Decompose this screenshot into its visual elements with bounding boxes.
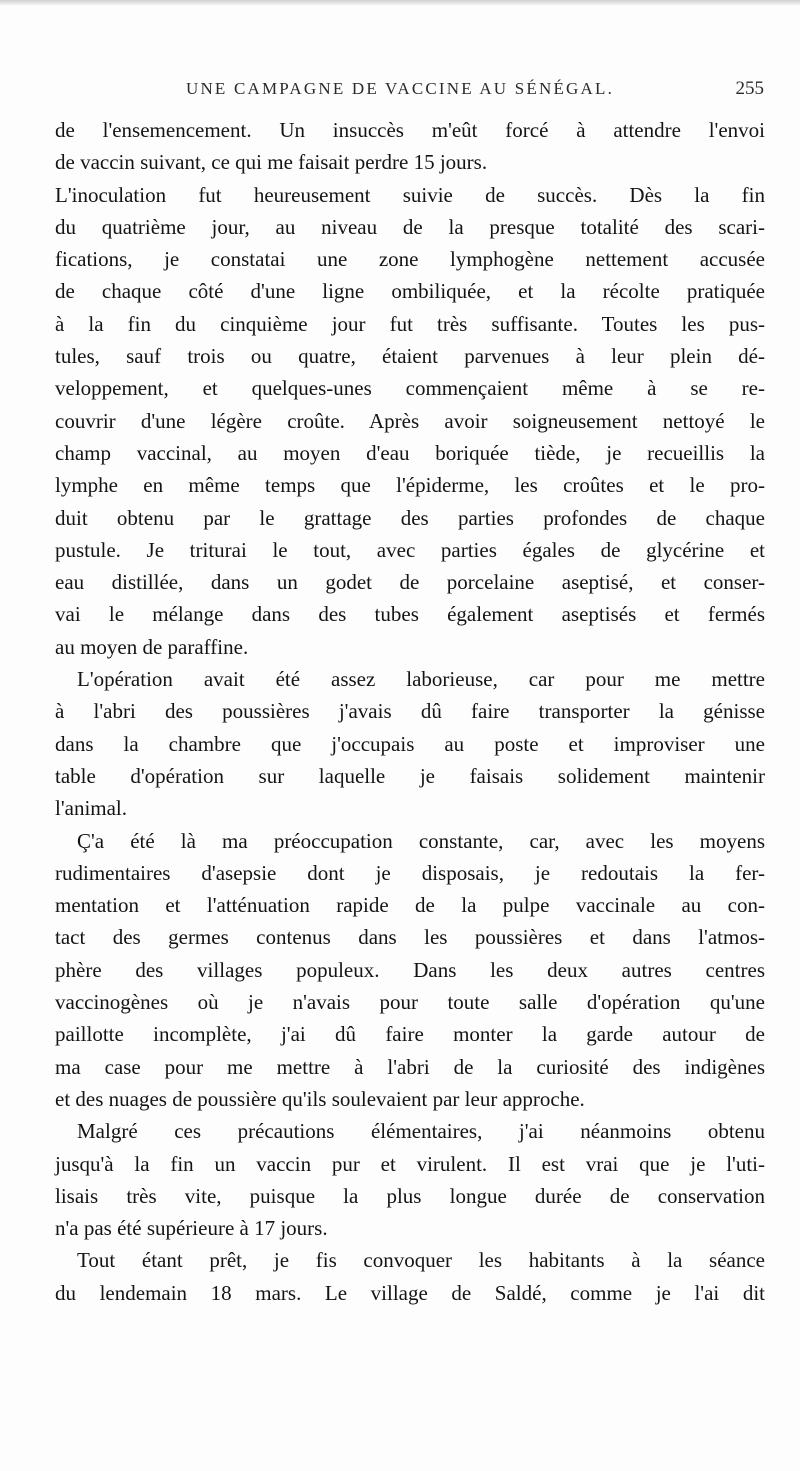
text-line: L'inoculation fut heureusement suivie de succès. Dès la fin bbox=[55, 182, 765, 207]
text-line: du lendemain 18 mars. Le village de Saldé, comme je l'ai dit bbox=[55, 1280, 765, 1305]
text-line: ma case pour me mettre à l'abri de la curiosité des indigènes bbox=[55, 1054, 765, 1079]
text-line: n'a pas été supérieure à 17 jours. bbox=[55, 1216, 328, 1241]
text-line: Tout étant prêt, je fis convoquer les habitants à la séance bbox=[77, 1248, 765, 1273]
text-line: rudimentaires d'asepsie dont je disposais, je redoutais la fer- bbox=[55, 860, 765, 885]
text-line: dans la chambre que j'occupais au poste et improviser une bbox=[55, 731, 765, 756]
page-header bbox=[0, 74, 800, 104]
page-top-edge bbox=[0, 0, 800, 6]
text-line: et des nuages de poussière qu'ils soulevaient par leur approche. bbox=[55, 1086, 585, 1111]
text-line: de chaque côté d'une ligne ombiliquée, et la récolte pratiquée bbox=[55, 279, 765, 304]
text-line: eau distillée, dans un godet de porcelaine aseptisé, et conser- bbox=[55, 570, 765, 595]
text-line: phère des villages populeux. Dans les deux autres centres bbox=[55, 957, 765, 982]
text-line: tact des germes contenus dans les poussières et dans l'atmos- bbox=[55, 925, 765, 950]
text-line: de l'ensemencement. Un insuccès m'eût forcé à attendre l'envoi bbox=[55, 118, 765, 142]
text-line: l'animal. bbox=[55, 796, 128, 821]
text-line: Ç'a été là ma préoccupation constante, car, avec les moyens bbox=[77, 828, 765, 853]
text-line: au moyen de paraffine. bbox=[55, 634, 249, 659]
text-line: L'opération avait été assez laborieuse, car pour me mettre bbox=[77, 667, 765, 692]
text-line: de vaccin suivant, ce qui me faisait perdre 15 jours. bbox=[55, 150, 488, 175]
text-line: champ vaccinal, au moyen d'eau boriquée tiède, je recueillis la bbox=[55, 440, 765, 465]
text-line: lymphe en même temps que l'épiderme, les croûtes et le pro- bbox=[55, 473, 765, 498]
text-line: veloppement, et quelques-unes commençaient même à se re- bbox=[55, 376, 765, 401]
text-line: mentation et l'atténuation rapide de la pulpe vaccinale au con- bbox=[55, 893, 765, 918]
text-line: fications, je constatai une zone lymphogène nettement accusée bbox=[55, 247, 765, 272]
page-number: 255 bbox=[735, 78, 764, 99]
body-text bbox=[55, 114, 765, 1309]
text-line: du quatrième jour, au niveau de la presque totalité des scari- bbox=[55, 214, 765, 239]
text-line: vai le mélange dans des tubes également aseptisés et fermés bbox=[55, 602, 765, 627]
text-line: paillotte incomplète, j'ai dû faire monter la garde autour de bbox=[55, 1022, 765, 1047]
text-line: couvrir d'une légère croûte. Après avoir soigneusement nettoyé le bbox=[55, 408, 765, 433]
text-line: à la fin du cinquième jour fut très suffisante. Toutes les pus- bbox=[55, 311, 765, 336]
text-line: vaccinogènes où je n'avais pour toute salle d'opération qu'une bbox=[55, 990, 765, 1015]
running-title: UNE CAMPAGNE DE VACCINE AU SÉNÉGAL. bbox=[185, 79, 615, 98]
text-line: jusqu'à la fin un vaccin pur et virulent. Il est vrai que je l'uti- bbox=[55, 1151, 765, 1176]
text-line: Malgré ces précautions élémentaires, j'ai néanmoins obtenu bbox=[77, 1119, 765, 1144]
text-line: duit obtenu par le grattage des parties profondes de chaque bbox=[55, 505, 765, 530]
text-line: lisais très vite, puisque la plus longue durée de conservation bbox=[55, 1183, 765, 1208]
text-line: table d'opération sur laquelle je faisais solidement maintenir bbox=[55, 763, 765, 788]
text-line: pustule. Je triturai le tout, avec parties égales de glycérine et bbox=[55, 537, 765, 562]
text-line: à l'abri des poussières j'avais dû faire transporter la génisse bbox=[55, 699, 765, 724]
text-line: tules, sauf trois ou quatre, étaient parvenues à leur plein dé- bbox=[55, 344, 765, 369]
